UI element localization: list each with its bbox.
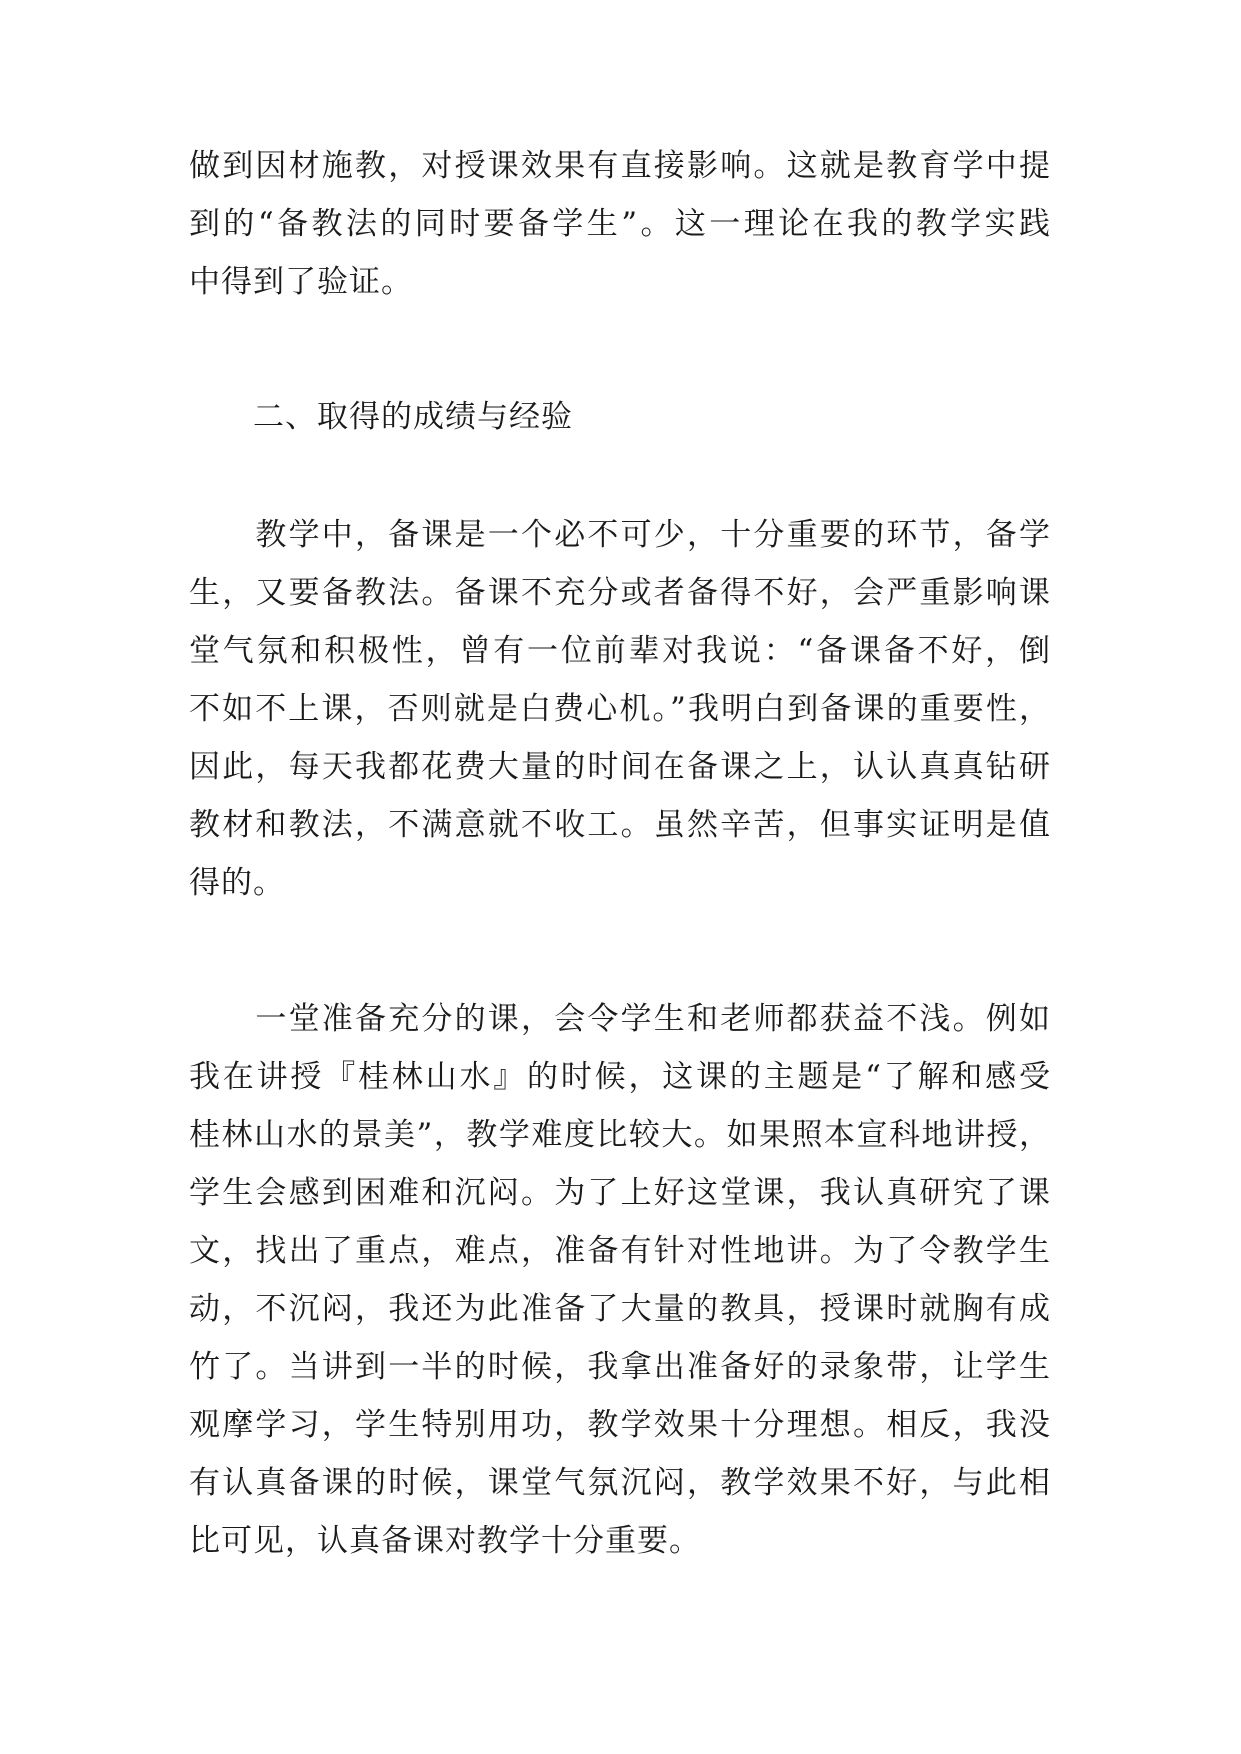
paragraph-3-line: 一堂准备充分的课，会令学生和老师都获益不浅。例如 [189,1001,1051,1037]
paragraph-2-line: 堂气氛和积极性，曾有一位前辈对我说：“备课备不好，倒 [189,633,1051,669]
paragraph-2-line: 不如不上课，否则就是白费心机。”我明白到备课的重要性， [189,691,1051,727]
paragraph-3 [189,990,1051,1570]
paragraph-2-line: 生，又要备教法。备课不充分或者备得不好，会严重影响课 [189,575,1051,611]
paragraph-1-line: 中得到了验证。 [189,264,413,300]
paragraph-3-line: 学生会感到困难和沉闷。为了上好这堂课，我认真研究了课 [189,1175,1051,1211]
paragraph-3-line: 比可见，认真备课对教学十分重要。 [189,1523,701,1559]
paragraph-3-line: 动，不沉闷，我还为此准备了大量的教具，授课时就胸有成 [189,1291,1051,1327]
paragraph-1-line: 做到因材施教，对授课效果有直接影响。这就是教育学中提 [189,148,1051,184]
paragraph-3-line: 我在讲授『桂林山水』的时候，这课的主题是“了解和感受 [189,1059,1051,1095]
paragraph-3-line: 文，找出了重点，难点，准备有针对性地讲。为了令教学生 [189,1233,1051,1269]
paragraph-1 [189,137,1051,311]
paragraph-3-line: 有认真备课的时候，课堂气氛沉闷，教学效果不好，与此相 [189,1465,1051,1501]
paragraph-3-line: 桂林山水的景美”，教学难度比较大。如果照本宣科地讲授， [189,1117,1051,1153]
paragraph-2-line: 因此，每天我都花费大量的时间在备课之上，认认真真钻研 [189,749,1051,785]
paragraph-2-line: 教材和教法，不满意就不收工。虽然辛苦，但事实证明是值 [189,807,1051,843]
paragraph-3-line: 竹了。当讲到一半的时候，我拿出准备好的录象带，让学生 [189,1349,1051,1385]
paragraph-2-line: 教学中，备课是一个必不可少，十分重要的环节，备学 [189,517,1051,553]
paragraph-1-line: 到的“备教法的同时要备学生”。这一理论在我的教学实践 [189,206,1051,242]
paragraph-2 [189,506,1051,912]
paragraph-2-line: 得的。 [189,865,285,901]
paragraph-3-line: 观摩学习，学生特别用功，教学效果十分理想。相反，我没 [189,1407,1051,1443]
section-heading: 二、取得的成绩与经验 [253,399,573,435]
